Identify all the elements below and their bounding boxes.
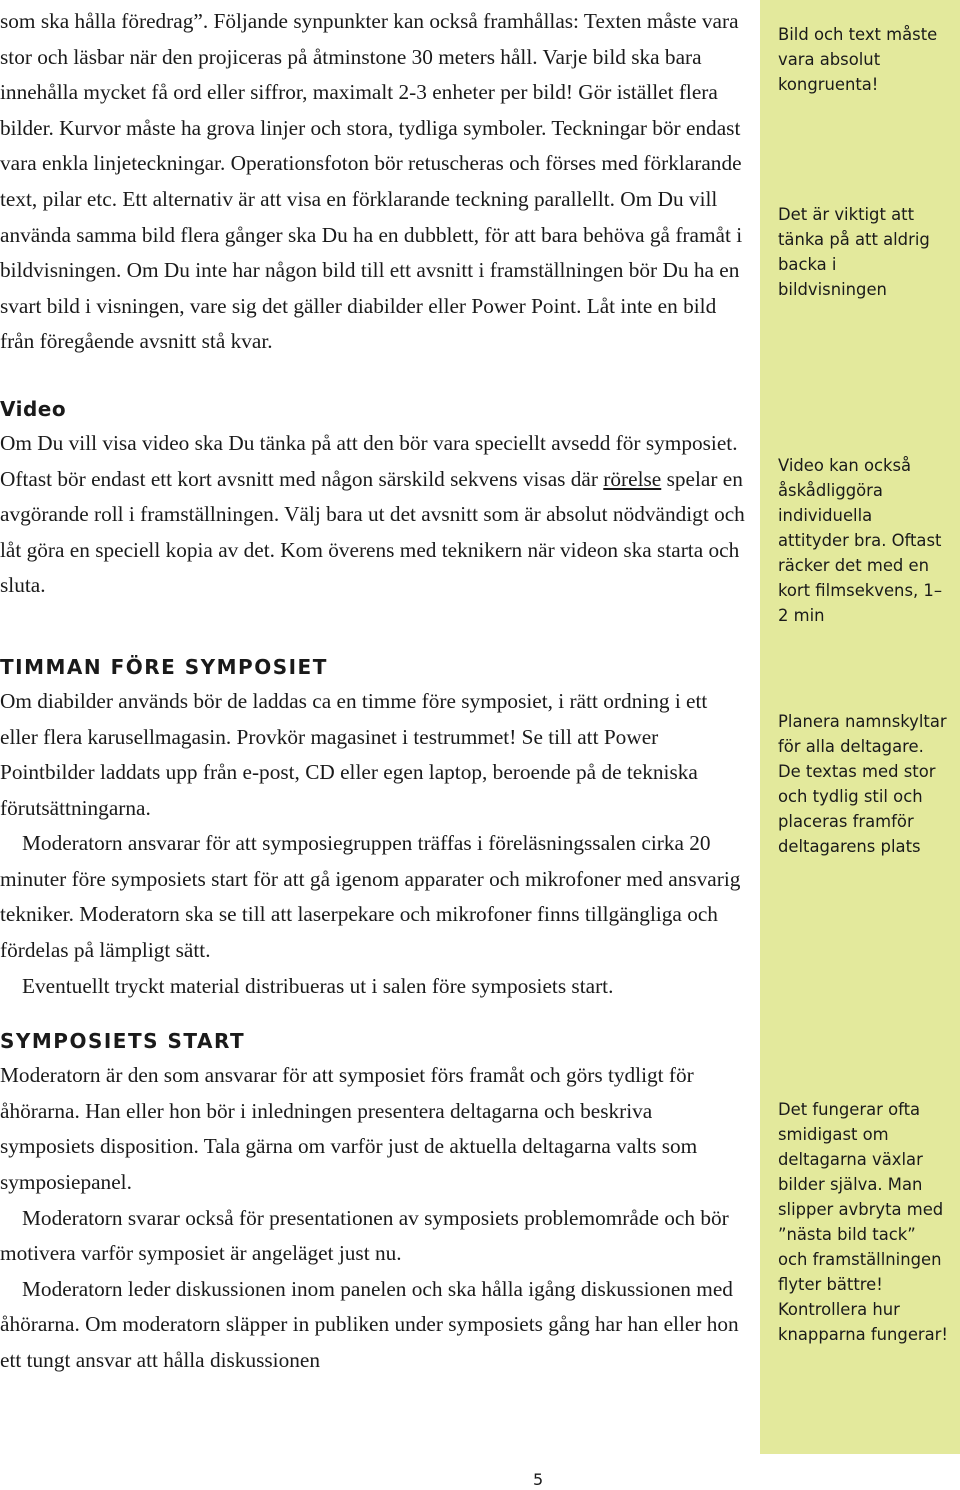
sidebar-note-2: Det är viktigt att tänka på att aldrig backa i bildvisningen	[778, 205, 930, 299]
video-paragraph	[0, 426, 745, 604]
underlined-word: rörelse	[603, 466, 662, 491]
timman-paragraph-2: Moderatorn ansvarar för att symposiegruppen träffas i föreläsningssalen cirka 20 minuter före symposiets start för att gå igenom apparater och mikrofoner med ansvarig tekniker. Moderatorn ska se till att laserpekare och mikrofoner finns tillgängliga och fördelas på lämpligt sätt.	[0, 831, 741, 963]
video-section	[0, 392, 745, 604]
timman-section	[0, 650, 745, 1004]
page-number: 5	[533, 1470, 544, 1489]
timman-paragraph-3: Eventuellt tryckt material distribueras ut i salen före symposiets start.	[22, 973, 614, 998]
start-heading: SYMPOSIETS START	[0, 1029, 246, 1054]
sidebar-note-1: Bild och text måste vara absolut kongruenta!	[778, 25, 938, 94]
sidebar-note-5: Det fungerar ofta smidigast om deltagarna växlar bilder själva. Man slipper avbryta med ”nästa bild tack” och framställningen flyter bättre! Kontrollera hur knapparna fungerar!	[778, 1100, 948, 1344]
intro-paragraph: som ska hålla föredrag”. Följande synpunkter kan också framhållas: Texten måste vara stor och läsbar när den projiceras på åtminstone 30 meters håll. Varje bild ska bara innehålla mycket få ord eller siffror, maximalt 2-3 enheter per bild! Gör istället flera bilder. Kurvor måste ha grova linjer och stora, tydliga symboler. Teckningar bör endast vara enkla linjeteckningar. Operationsfoton bör retuscheras och förses med förklarande text, pilar etc. Ett alternativ är att visa en förklarande teckning parallellt. Om Du vill använda samma bild flera gånger ska Du ha en dubblett, för att bara behöva gå framåt i bildvisningen. Om Du inte har någon bild till ett avsnitt i framställningen bör Du ha en svart bild i visningen, vare sig det gäller diabilder eller Power Point. Låt inte en bild från föregående avsnitt stå kvar.	[0, 9, 743, 354]
start-paragraph-3: Moderatorn leder diskussionen inom panelen och ska hålla igång diskussionen med åhörarna. Om moderatorn släpper in publiken under symposiets gång har han eller hon ett tungt ansvar att hålla diskussionen	[0, 1276, 739, 1372]
start-section	[0, 1024, 745, 1378]
timman-paragraph-1: Om diabilder används bör de laddas ca en timme före symposiet, i rätt ordning i ett eller flera karusellmagasin. Provkör magasinet i testrummet! Se till att Power Pointbilder laddats upp från e-post, CD eller egen laptop, beroende på de tekniska förutsättningarna.	[0, 688, 708, 820]
sidebar-note-3: Video kan också åskådliggöra individuella attityder bra. Oftast räcker det med en kort filmsekvens, 1–2 min	[778, 456, 943, 625]
sidebar-note-4: Planera namnskyltar för alla deltagare. De textas med stor och tydlig stil och placeras framför deltagarens plats	[778, 712, 947, 856]
start-paragraph-1: Moderatorn är den som ansvarar för att symposiet förs framåt och görs tydligt för åhörarna. Han eller hon bör i inledningen presentera deltagarna och beskriva symposiets disposition. Tala gärna om varför just de aktuella deltagarna valts som symposiepanel.	[0, 1063, 698, 1195]
start-paragraph-2: Moderatorn svarar också för presentationen av symposiets problemområde och bör motivera varför symposiet är angeläget just nu.	[0, 1205, 729, 1266]
video-text-after: spelar en avgörande roll i framställningen. Välj bara ut det avsnitt som är absolut nödvändigt och låt göra en speciell kopia av det. Kom överens med teknikern när videon ska starta och sluta.	[0, 466, 745, 598]
video-text-before: Om Du vill visa video ska Du tänka på att den bör vara speciellt avsedd för symposiet. Oftast bör endast ett kort avsnitt med någon särskild sekvens visas där	[0, 430, 738, 491]
intro-section	[0, 4, 745, 360]
video-heading: Video	[0, 396, 67, 421]
timman-heading: TIMMAN FÖRE SYMPOSIET	[0, 654, 328, 679]
